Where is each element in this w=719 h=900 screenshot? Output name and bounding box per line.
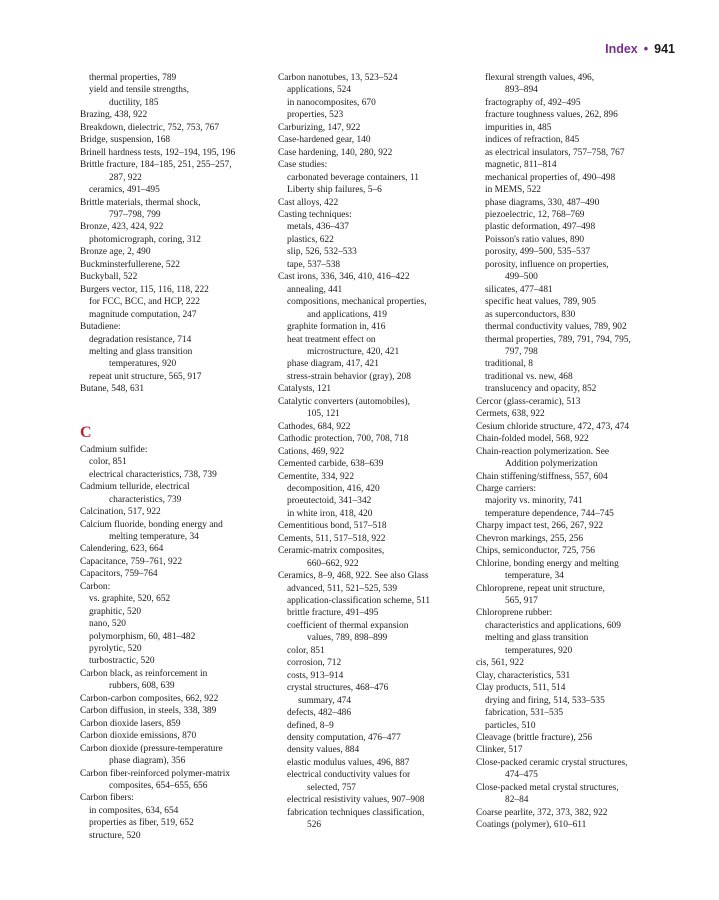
- index-subentry: characteristics, 739: [109, 494, 182, 505]
- index-entry: Chloroprene rubber:: [476, 608, 553, 619]
- index-subentry: turbostractic, 520: [89, 656, 155, 667]
- index-entry: Catalysts, 121: [278, 384, 332, 395]
- index-subentry: phase diagram), 356: [109, 756, 186, 767]
- index-entry: Chain-reaction polymerization. See: [476, 446, 610, 457]
- index-subentry: annealing, 441: [287, 284, 343, 295]
- index-entry: Capacitance, 759–761, 922: [80, 556, 183, 567]
- index-column-3: [476, 72, 666, 832]
- index-subentry: impurities in, 485: [485, 122, 552, 133]
- index-entry: Coarse pearlite, 372, 373, 382, 922: [476, 807, 608, 818]
- index-subentry: porosity, influence on properties,: [485, 259, 609, 270]
- index-subentry: stress-strain behavior (gray), 208: [287, 371, 411, 382]
- index-entry: Cementite, 334, 922: [278, 471, 355, 482]
- index-subentry: thermal properties, 789: [89, 73, 177, 83]
- index-entry: Carbon fiber-reinforced polymer-matrix: [80, 768, 231, 779]
- index-subentry: properties, 523: [287, 110, 344, 121]
- index-subentry: vs. graphite, 520, 652: [89, 594, 171, 605]
- index-subentry: nano, 520: [89, 619, 126, 630]
- index-entry: Chips, semiconductor, 725, 756: [476, 546, 595, 557]
- index-subentry: summary, 474: [298, 695, 352, 706]
- index-entry: Cements, 511, 517–518, 922: [278, 533, 386, 544]
- index-subentry: electrical characteristics, 738, 739: [89, 469, 217, 480]
- index-entry: Charge carriers:: [476, 483, 536, 494]
- index-subentry: as electrical insulators, 757–758, 767: [485, 147, 625, 158]
- index-entry: Cast alloys, 422: [278, 197, 339, 208]
- index-entry: Bridge, suspension, 168: [80, 135, 171, 146]
- index-entry: Clinker, 517: [476, 745, 523, 756]
- index-entry: Butadiene:: [80, 322, 121, 333]
- index-subentry: translucency and opacity, 852: [485, 384, 597, 395]
- index-entry: Charpy impact test, 266, 267, 922: [476, 521, 604, 532]
- index-subentry: fractography of, 492–495: [485, 97, 581, 108]
- index-subentry: applications, 524: [287, 85, 352, 96]
- index-subentry: majority vs. minority, 741: [485, 496, 583, 507]
- index-subentry: 526: [307, 820, 322, 831]
- index-subentry: photomicrograph, coring, 312: [89, 234, 201, 245]
- index-subentry: 105, 121: [307, 409, 340, 420]
- index-entry: Breakdown, dielectric, 752, 753, 767: [80, 122, 220, 133]
- index-subentry: structure, 520: [89, 830, 141, 841]
- index-subentry: fabrication, 531–535: [485, 708, 564, 719]
- index-subentry: rubbers, 608, 639: [109, 681, 175, 692]
- index-subentry: color, 851: [89, 457, 127, 468]
- index-subentry: color, 851: [287, 645, 325, 656]
- index-entry: Cathodes, 684, 922: [278, 421, 351, 432]
- page-number: 941: [654, 42, 675, 56]
- index-entry: Carburizing, 147, 922: [278, 122, 361, 133]
- index-subentry: compositions, mechanical properties,: [287, 297, 427, 308]
- index-entry: Clay, characteristics, 531: [476, 670, 571, 681]
- index-entry: Casting techniques:: [278, 209, 352, 220]
- index-entry: Brinell hardness tests, 192–194, 195, 196: [80, 147, 236, 158]
- index-subentry: for FCC, BCC, and HCP, 222: [89, 297, 200, 308]
- index-subentry: pyrolytic, 520: [89, 644, 142, 655]
- index-entry: Carbon dioxide (pressure-temperature: [80, 743, 223, 754]
- index-subentry: density values, 884: [287, 745, 360, 756]
- index-entry: Calcium fluoride, bonding energy and: [80, 519, 223, 530]
- index-subentry: thermal conductivity values, 789, 902: [485, 322, 627, 333]
- index-subentry: tape, 537–538: [287, 259, 341, 270]
- index-entry: Chlorine, bonding energy and melting: [476, 558, 619, 569]
- index-subentry: ceramics, 491–495: [89, 185, 160, 196]
- index-subentry: fabrication techniques classification,: [287, 807, 425, 818]
- index-entry: Coatings (polymer), 610–611: [476, 820, 587, 831]
- index-subentry: melting and glass transition: [89, 346, 193, 357]
- index-subentry: degradation resistance, 714: [89, 334, 192, 345]
- index-entry: Brittle materials, thermal shock,: [80, 197, 201, 208]
- index-entry: Carbon fibers:: [80, 793, 134, 804]
- index-entry: Cast irons, 336, 346, 410, 416–422: [278, 272, 410, 283]
- index-entry: Calcination, 517, 922: [80, 507, 161, 518]
- index-subentry: traditional, 8: [485, 359, 533, 370]
- index-entry: Case studies:: [278, 160, 328, 171]
- index-column-1: [80, 72, 270, 842]
- index-entry: Cesium chloride structure, 472, 473, 474: [476, 421, 630, 432]
- index-subentry: crystal structures, 468–476: [287, 683, 389, 694]
- section-letter-heading: C: [80, 423, 92, 441]
- index-entry: Cations, 469, 922: [278, 446, 345, 457]
- index-subentry: phase diagrams, 330, 487–490: [485, 197, 600, 208]
- index-subentry: 893–894: [505, 85, 538, 96]
- index-subentry: brittle fracture, 491–495: [287, 608, 379, 619]
- index-entry: cis, 561, 922: [476, 658, 524, 669]
- index-subentry: application-classification scheme, 511: [287, 596, 431, 607]
- index-subentry: porosity, 499–500, 535–537: [485, 247, 591, 258]
- index-subentry: decomposition, 416, 420: [287, 483, 380, 494]
- index-subentry: magnetic, 811–814: [485, 160, 557, 171]
- running-head: [605, 42, 675, 56]
- index-entry: Buckminsterfullerene, 522: [80, 259, 180, 270]
- index-subentry: 797, 798: [505, 346, 538, 357]
- index-subentry: temperatures, 920: [109, 359, 177, 370]
- index-subentry: properties as fiber, 519, 652: [89, 818, 194, 829]
- index-entry: Capacitors, 759–764: [80, 569, 158, 580]
- index-subentry: 82–84: [505, 795, 529, 806]
- index-subentry: in white iron, 418, 420: [287, 508, 373, 519]
- index-subentry: as superconductors, 830: [485, 309, 576, 320]
- index-subentry: 499–500: [505, 272, 538, 283]
- separator-bullet: •: [643, 42, 649, 56]
- index-entry: Cercor (glass-ceramic), 513: [476, 396, 581, 407]
- index-entry: Carbon:: [80, 581, 111, 592]
- index-entry: Cathodic protection, 700, 708, 718: [278, 434, 409, 445]
- index-subentry: values, 789, 898–899: [307, 633, 388, 644]
- index-entry: Case-hardened gear, 140: [278, 135, 371, 146]
- index-subentry: fracture toughness values, 262, 896: [485, 110, 618, 121]
- index-subentry: 474–475: [505, 770, 538, 781]
- section-title: Index: [605, 42, 638, 56]
- index-subentry: elastic modulus values, 496, 887: [287, 757, 410, 768]
- section-gap: [80, 396, 270, 424]
- index-column-2: [278, 72, 468, 832]
- index-subentry: electrical conductivity values for: [287, 770, 411, 781]
- index-subentry: magnitude computation, 247: [89, 309, 197, 320]
- index-subentry: repeat unit structure, 565, 917: [89, 371, 202, 382]
- index-subentry: polymorphism, 60, 481–482: [89, 631, 196, 642]
- index-subentry: plastics, 622: [287, 234, 334, 245]
- index-entry: Bronze, 423, 424, 922: [80, 222, 164, 233]
- index-subentry: traditional vs. new, 468: [485, 371, 573, 382]
- index-entry: Cadmium sulfide:: [80, 444, 148, 455]
- index-subentry: ductility, 185: [109, 97, 159, 108]
- index-subentry: proeutectoid, 341–342: [287, 496, 372, 507]
- index-subentry: in MEMS, 522: [485, 185, 541, 196]
- index-entry: Cementitious bond, 517–518: [278, 521, 387, 532]
- index-entry: Brazing, 438, 922: [80, 110, 148, 121]
- index-entry: Carbon nanotubes, 13, 523–524: [278, 73, 398, 83]
- index-entry: Carbon black, as reinforcement in: [80, 668, 208, 679]
- index-subentry: defined, 8–9: [287, 720, 334, 731]
- index-subentry: drying and firing, 514, 533–535: [485, 695, 605, 706]
- index-subentry: temperature, 34: [505, 571, 564, 582]
- index-subentry: plastic deformation, 497–498: [485, 222, 596, 233]
- index-subentry: in composites, 634, 654: [89, 805, 179, 816]
- index-subentry: corrosion, 712: [287, 658, 342, 669]
- index-subentry: Liberty ship failures, 5–6: [287, 185, 382, 196]
- index-subentry: silicates, 477–481: [485, 284, 553, 295]
- index-subentry: melting and glass transition: [485, 633, 589, 644]
- index-entry: Bronze age, 2, 490: [80, 247, 151, 258]
- index-subentry: costs, 913–914: [287, 670, 344, 681]
- index-subentry: density computation, 476–477: [287, 733, 401, 744]
- index-subentry: slip, 526, 532–533: [287, 247, 357, 258]
- index-entry: Carbon diffusion, in steels, 338, 389: [80, 706, 217, 717]
- index-entry: Cleavage (brittle fracture), 256: [476, 733, 593, 744]
- index-entry: Chloroprene, repeat unit structure,: [476, 583, 605, 594]
- index-subentry: 797–798, 799: [109, 209, 161, 220]
- index-entry: Buckyball, 522: [80, 272, 138, 283]
- index-subentry: Poisson's ratio values, 890: [485, 234, 585, 245]
- index-subentry: flexural strength values, 496,: [485, 73, 595, 83]
- index-entry: Clay products, 511, 514: [476, 683, 566, 694]
- index-subentry: temperature dependence, 744–745: [485, 508, 614, 519]
- index-entry: Cermets, 638, 922: [476, 409, 545, 420]
- index-subentry: composites, 654–655, 656: [109, 781, 208, 792]
- index-subentry: electrical resistivity values, 907–908: [287, 795, 425, 806]
- index-entry: Ceramic-matrix composites,: [278, 546, 385, 557]
- index-subentry: and applications, 419: [307, 309, 387, 320]
- index-subentry: yield and tensile strengths,: [89, 85, 189, 96]
- index-entry: Chain-folded model, 568, 922: [476, 434, 589, 445]
- index-entry: Carbon dioxide lasers, 859: [80, 718, 181, 729]
- index-subentry: graphite formation in, 416: [287, 322, 386, 333]
- index-entry: Catalytic converters (automobiles),: [278, 396, 410, 407]
- index-entry: Chain stiffening/stiffness, 557, 604: [476, 471, 608, 482]
- index-entry: Close-packed metal crystal structures,: [476, 782, 619, 793]
- index-entry: Brittle fracture, 184–185, 251, 255–257,: [80, 160, 232, 171]
- index-subentry: heat treatment effect on: [287, 334, 376, 345]
- index-subentry: metals, 436–437: [287, 222, 349, 233]
- index-subentry: 287, 922: [109, 172, 142, 183]
- index-subentry: advanced, 511, 521–525, 539: [287, 583, 398, 594]
- index-subentry: temperatures, 920: [505, 645, 573, 656]
- index-subentry: microstructure, 420, 421: [307, 346, 400, 357]
- index-subentry: 565, 917: [505, 596, 538, 607]
- index-subentry: melting temperature, 34: [109, 531, 199, 542]
- index-entry: Case hardening, 140, 280, 922: [278, 147, 393, 158]
- index-subentry: indices of refraction, 845: [485, 135, 580, 146]
- index-entry: Burgers vector, 115, 116, 118, 222: [80, 284, 209, 295]
- index-entry: Calendering, 623, 664: [80, 544, 164, 555]
- index-subentry: specific heat values, 789, 905: [485, 297, 596, 308]
- index-entry: Cemented carbide, 638–639: [278, 459, 384, 470]
- index-subentry: thermal properties, 789, 791, 794, 795,: [485, 334, 631, 345]
- index-entry: Close-packed ceramic crystal structures,: [476, 757, 628, 768]
- index-entry: Butane, 548, 631: [80, 384, 145, 395]
- index-entry: Ceramics, 8–9, 468, 922. See also Glass: [278, 571, 429, 582]
- index-subentry: coefficient of thermal expansion: [287, 620, 409, 631]
- index-subentry: selected, 757: [307, 782, 356, 793]
- index-subentry: piezoelectric, 12, 768–769: [485, 209, 585, 220]
- index-subentry: graphitic, 520: [89, 606, 142, 617]
- index-subentry: phase diagram, 417, 421: [287, 359, 379, 370]
- index-entry: Chevron markings, 255, 256: [476, 533, 584, 544]
- index-subentry: particles, 510: [485, 720, 536, 731]
- index-subentry: in nanocomposites, 670: [287, 97, 376, 108]
- index-entry: Carbon-carbon composites, 662, 922: [80, 693, 219, 704]
- index-subentry: defects, 482–486: [287, 708, 352, 719]
- index-subentry: mechanical properties of, 490–498: [485, 172, 616, 183]
- index-subentry: characteristics and applications, 609: [485, 620, 621, 631]
- index-entry: Carbon dioxide emissions, 870: [80, 731, 197, 742]
- index-subentry: carbonated beverage containers, 11: [287, 172, 419, 183]
- index-subentry: Addition polymerization: [505, 459, 598, 470]
- index-subentry: 660–662, 922: [307, 558, 359, 569]
- index-entry: Cadmium telluride, electrical: [80, 482, 190, 493]
